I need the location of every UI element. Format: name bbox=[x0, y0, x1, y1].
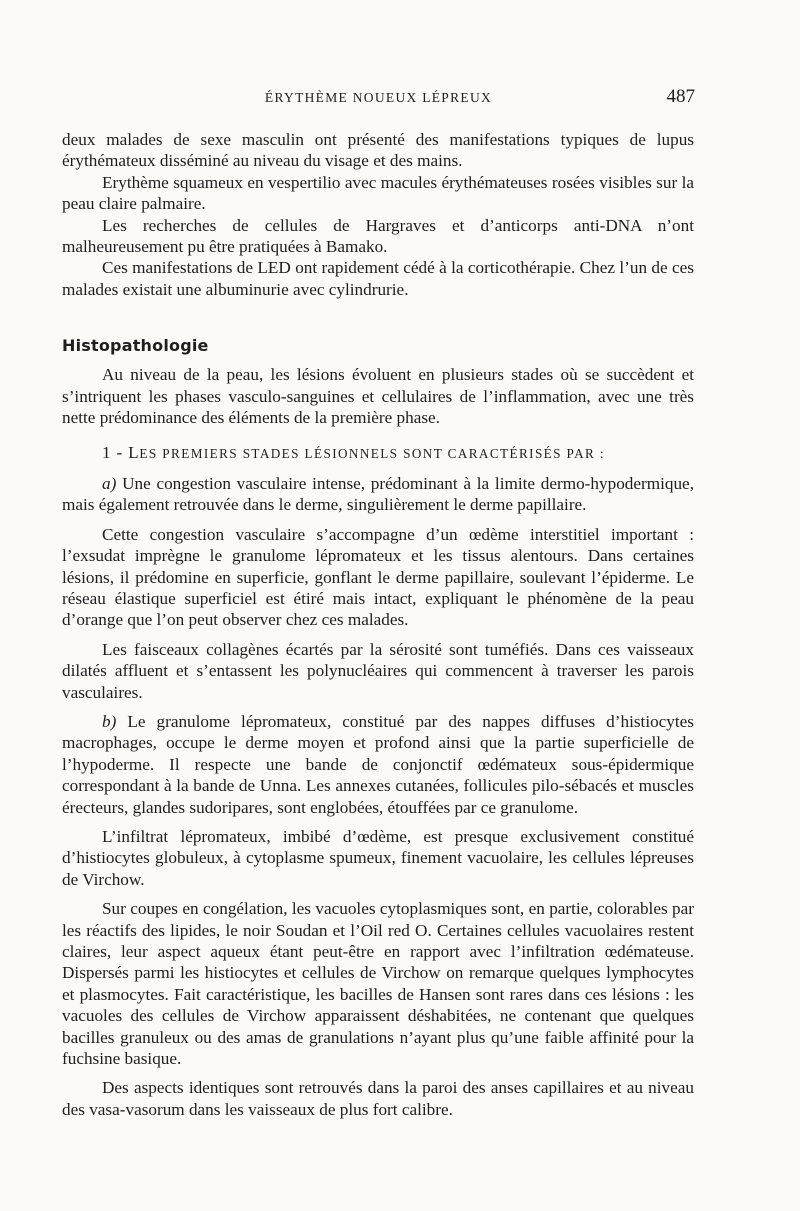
paragraph: deux malades de sexe masculin ont présenté des manifestations typiques de lupus érythémateux disséminé au niveau du visage et des mains. bbox=[62, 130, 694, 171]
paragraph: Des aspects identiques sont retrouvés dans la paroi des anses capillaires et au niveau des vasa-vasorum dans les vaisseaux de plus fort calibre. bbox=[62, 1078, 694, 1119]
paragraph: Ces manifestations de LED ont rapidement cédé à la corticothérapie. Chez l’un de ces malades existait une albuminurie avec cylindrurie. bbox=[62, 258, 694, 299]
item-text: Le granulome lépromateux, constitué par des nappes diffuses d’histiocytes macrophages, occupe le derme moyen et profond ainsi que la partie superficielle de l’hypoderme. Il respecte une bande de conjonctif œdémateux sous-épidermique correspondant à la bande de Unna. Les annexes cutanées, follicules pilo-sébacés et muscles érecteurs, glandes sudoripares, sont englobées, étouffées par ce granulome. bbox=[62, 711, 694, 817]
item-b bbox=[62, 711, 694, 818]
page-body bbox=[62, 129, 694, 1120]
page-header bbox=[62, 86, 695, 112]
paragraph: Au niveau de la peau, les lésions évoluent en plusieurs stades où se succèdent et s’intriquent les phases vasculo-sanguines et cellulaires de l’inflammation, avec une très nette prédominance des éléments de la première phase. bbox=[62, 365, 694, 428]
item-label: a) bbox=[102, 473, 117, 493]
subheading-number: 1 - L bbox=[102, 443, 140, 463]
page-number: 487 bbox=[666, 86, 695, 107]
subheading bbox=[62, 442, 694, 464]
paragraph: Cette congestion vasculaire s’accompagne d’un œdème interstitiel important : l’exsudat imprègne le granulome lépromateux et les tissus alentours. Dans certaines lésions, il prédomine en superficie, gonflant le derme papillaire, soulevant l’épiderme. Le réseau élastique superficiel est étiré mais intact, expliquant le phénomène de la peau d’orange que l’on peut observer chez ces malades. bbox=[62, 524, 694, 630]
item-label: b) bbox=[102, 711, 117, 731]
paragraph: Les recherches de cellules de Hargraves et d’anticorps anti-DNA n’ont malheureusement pu être pratiquées à Bamako. bbox=[62, 215, 694, 257]
paragraph: L’infiltrat lépromateux, imbibé d’œdème, est presque exclusivement constitué d’histiocytes globuleux, à cytoplasme spumeux, finement vacuolaire, les cellules lépreuses de Virchow. bbox=[62, 826, 694, 889]
section-heading: Histopathologie bbox=[62, 336, 209, 356]
running-title: ÉRYTHÈME NOUEUX LÉPREUX bbox=[264, 90, 493, 105]
paragraph: Erythème squameux en vespertilio avec macules érythémateuses rosées visibles sur la peau claire palmaire. bbox=[62, 172, 694, 214]
paragraph: Sur coupes en congélation, les vacuoles cytoplasmiques sont, en partie, colorables par les réactifs des lipides, le noir Soudan et l’Oil red O. Certaines cellules vacuolaires restent claires, leur aspect aqueux étant peut-être en rapport avec l’infiltration œdémateuse. Dispersés parmi les histiocytes et cellules de Virchow on remarque quelques lymphocytes et plasmocytes. Fait caractéristique, les bacilles de Hansen sont rares dans ces lésions : les vacuoles des cellules de Virchow apparaissent déshabitées, ne contenant que quelques bacilles granuleux ou des amas de granulations n’ayant plus qu’une faible affinité pour la fuchsine basique. bbox=[62, 899, 694, 1069]
item-a bbox=[62, 473, 694, 516]
paragraph: Les faisceaux collagènes écartés par la sérosité sont tuméfiés. Dans ces vaisseaux dilatés affluent et s’entassent les polynucléaires qui commencent à traverser les parois vasculaires. bbox=[62, 639, 694, 702]
subheading-text: ES PREMIERS STADES LÉSIONNELS SONT CARACTÉRISÉS PAR : bbox=[139, 446, 605, 462]
item-text: Une congestion vasculaire intense, prédominant à la limite dermo-hypodermique, mais également retrouvée dans le derme, singulièrement le derme papillaire. bbox=[62, 473, 694, 515]
